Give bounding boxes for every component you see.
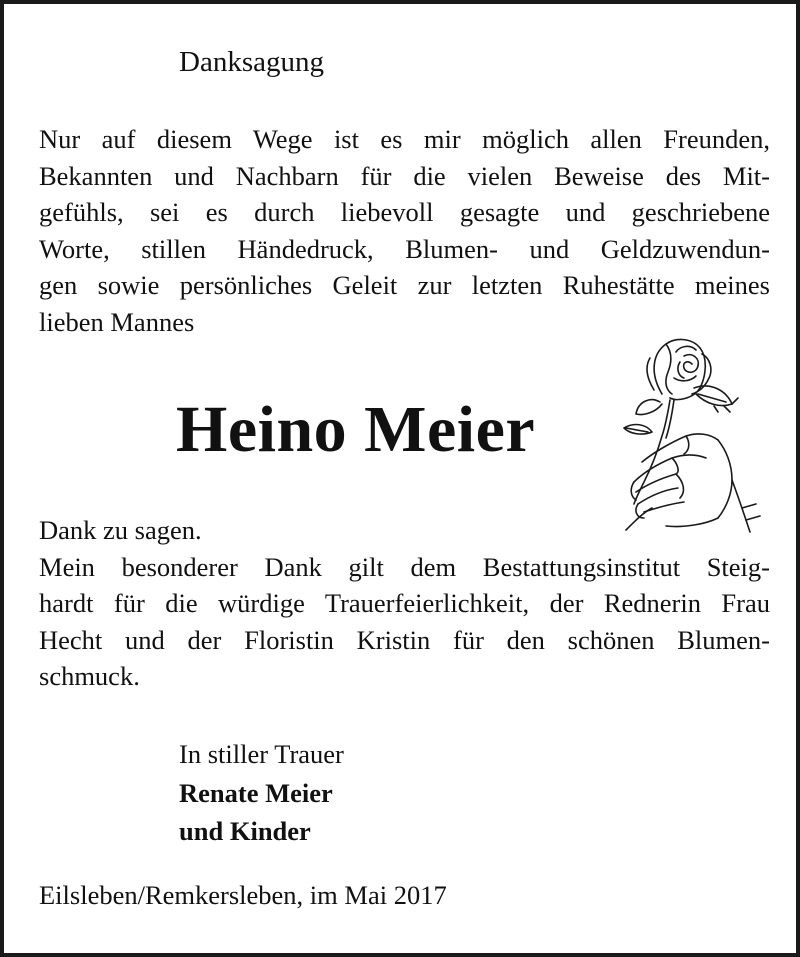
intro-line: lieben Mannes [39, 306, 195, 337]
signature-family: und Kinder [179, 816, 311, 846]
intro-line: Bekannten und Nachbarn für die vielen Beweise des Mit- [39, 160, 770, 191]
place-date: Eilsleben/Remkersleben, im Mai 2017 [39, 880, 447, 910]
signature-line: In stiller Trauer [179, 739, 344, 769]
thanks-line: Hecht und der Floristin Kristin für den schönen Blumen- [39, 624, 770, 655]
thanks-line: hardt für die würdige Trauerfeierlichkeit, der Rednerin Frau [39, 588, 770, 619]
thanks-line: schmuck. [39, 661, 140, 692]
rose-in-hand-icon [614, 332, 764, 537]
signature-name: Renate Meier [179, 777, 333, 808]
notice-title: Danksagung [179, 46, 324, 78]
deceased-name: Heino Meier [176, 393, 536, 466]
intro-line: gefühls, sei es durch liebevoll gesagte und geschriebene [39, 197, 770, 228]
thanks-line: Dank zu sagen. [39, 515, 202, 545]
signature-block [179, 735, 344, 851]
intro-line: gen sowie persönliches Geleit zur letzten Ruhestätte meines [39, 270, 770, 301]
intro-line: Worte, stillen Händedruck, Blumen- und Geldzuwendun- [39, 233, 770, 264]
thanks-paragraph [39, 512, 770, 695]
intro-line: Nur auf diesem Wege ist es mir möglich allen Freunden, [39, 124, 770, 154]
thanks-line: Mein besonderer Dank gilt dem Bestattungsinstitut Steig- [39, 551, 770, 582]
intro-paragraph [39, 121, 770, 341]
